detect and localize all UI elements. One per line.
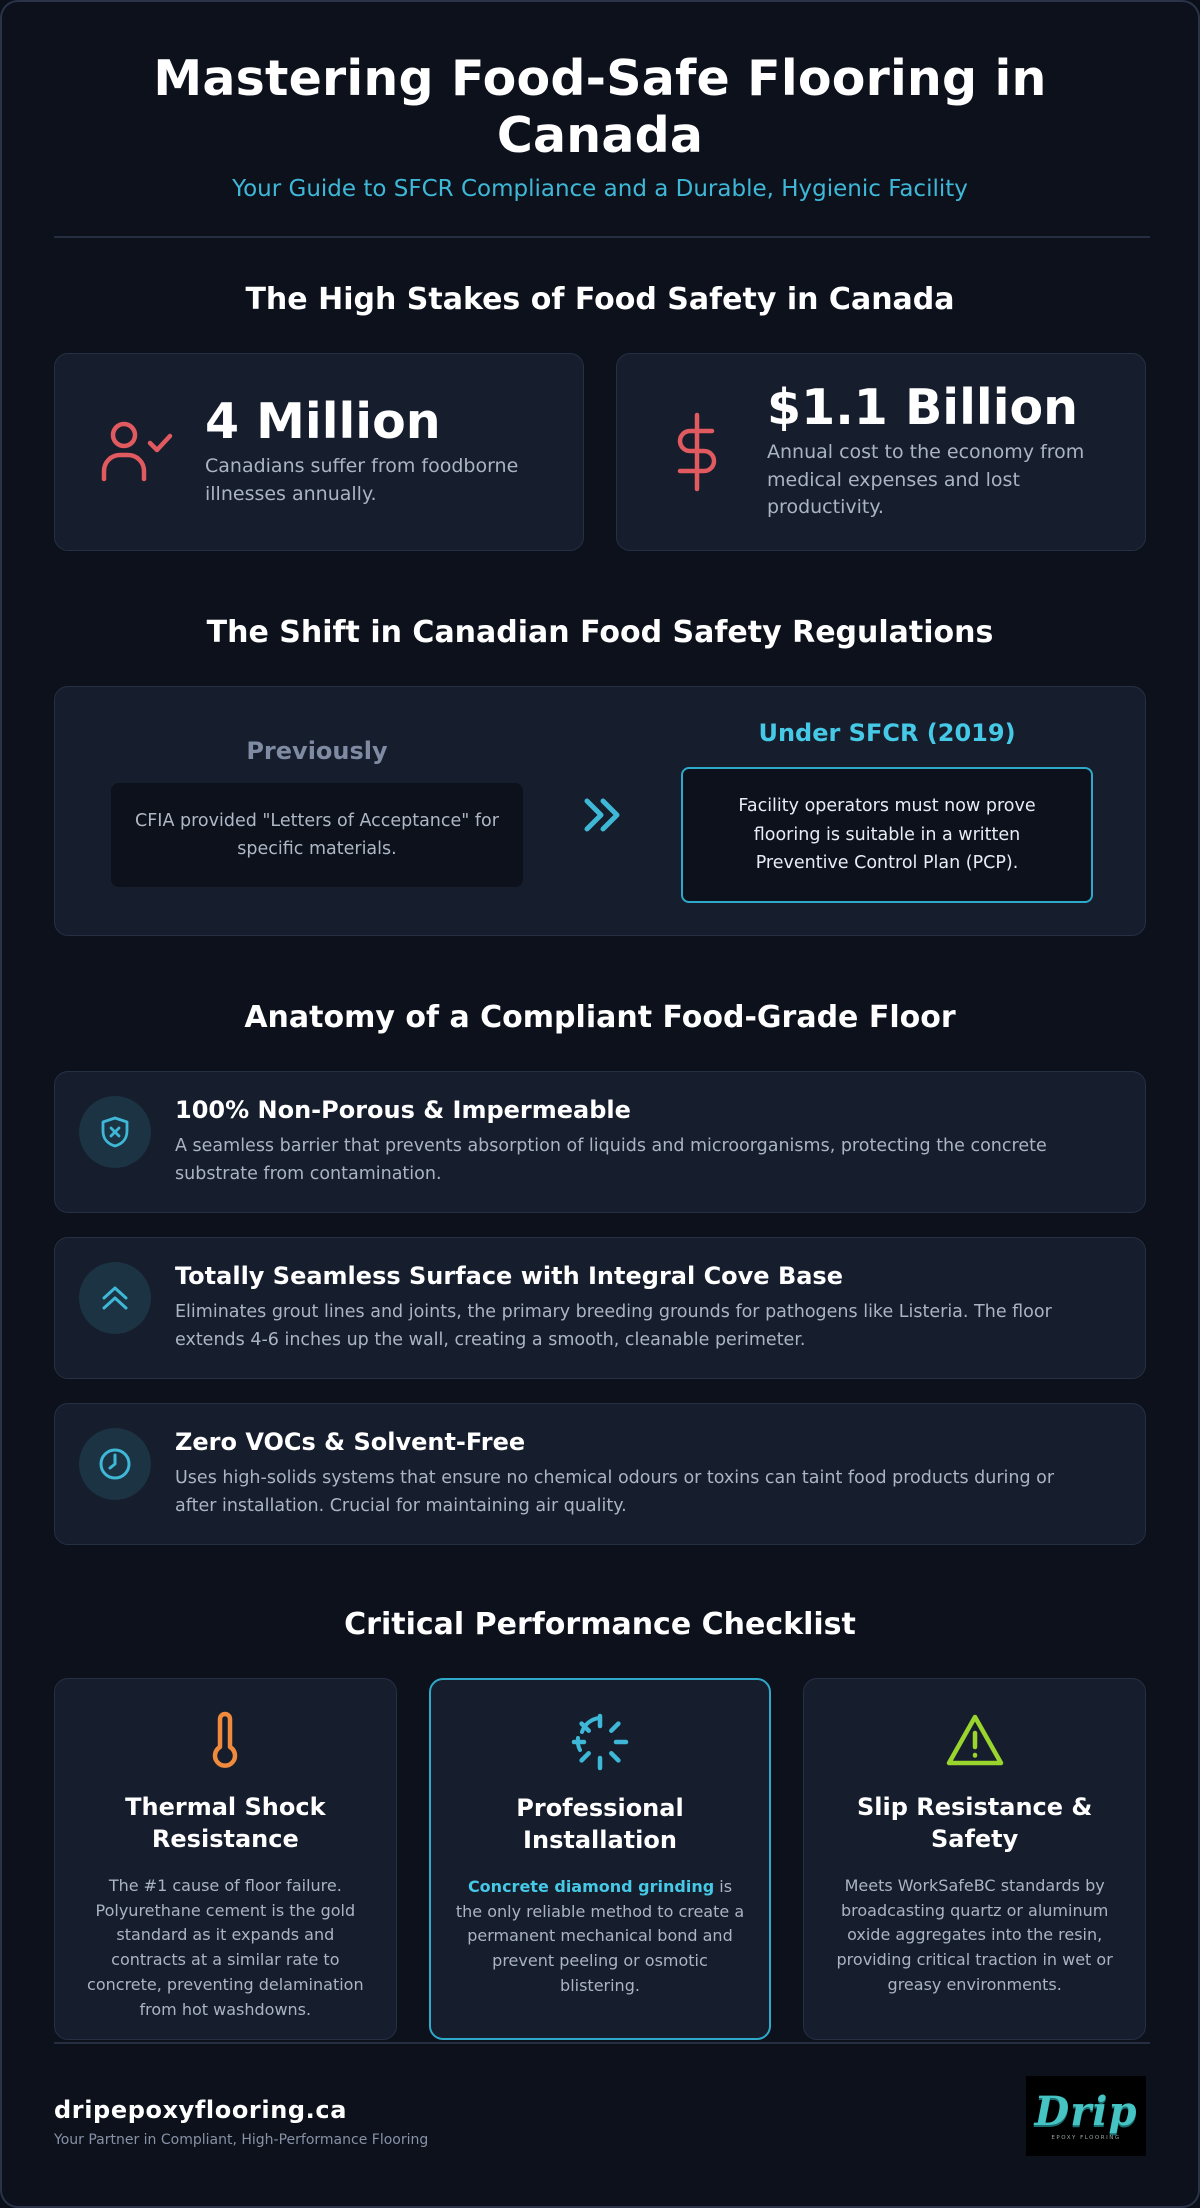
previously-text: CFIA provided "Letters of Acceptance" for specific materials. bbox=[135, 811, 499, 859]
feature-list bbox=[54, 1071, 1146, 1545]
person-check-icon bbox=[87, 404, 183, 500]
check-card-thermal bbox=[54, 1678, 397, 2040]
logo-wordmark: Drip bbox=[1034, 2087, 1138, 2135]
double-chevron-right-icon bbox=[575, 787, 631, 843]
footer-divider bbox=[54, 2042, 1150, 2044]
check-title: Thermal Shock Resistance bbox=[125, 1793, 326, 1854]
header-divider bbox=[54, 236, 1150, 238]
drip-logo bbox=[1026, 2076, 1146, 2156]
stat-description: Annual cost to the economy from medical expenses and lost productivity. bbox=[767, 441, 1085, 519]
feature-title: Totally Seamless Surface with Integral Cove Base bbox=[175, 1262, 843, 1290]
stat-value: $1.1 Billion bbox=[767, 378, 1079, 436]
footer-domain-link[interactable]: dripepoxyflooring.ca bbox=[54, 2096, 348, 2124]
thermometer-icon bbox=[193, 1709, 257, 1773]
feature-description: Eliminates grout lines and joints, the primary breeding grounds for pathogens like Listeria. The floor extends 4-6 inches up the wall, creating a smooth, cleanable perimeter. bbox=[175, 1302, 1052, 1351]
clock-icon bbox=[79, 1428, 151, 1500]
check-description: The #1 cause of floor failure. Polyurethane cement is the gold standard as it expands and contracts at a similar rate to concrete, preventing delamination from hot washdowns. bbox=[87, 1875, 364, 2019]
stat-card-illnesses bbox=[54, 353, 584, 551]
feature-seamless bbox=[54, 1237, 1146, 1379]
sfcr-box bbox=[681, 767, 1093, 903]
check-highlight: Concrete diamond grinding bbox=[467, 1876, 715, 1896]
sfcr-label: Under SFCR (2019) bbox=[758, 719, 1016, 747]
warning-triangle-icon bbox=[943, 1709, 1007, 1773]
stats-row bbox=[54, 353, 1146, 551]
stat-value: 4 Million bbox=[205, 392, 441, 450]
check-description-text: is the only reliable method to create a permanent mechanical bond and prevent peeling or osmotic blistering. bbox=[455, 1876, 745, 1995]
anatomy-title: Anatomy of a Compliant Food-Grade Floor bbox=[244, 1000, 956, 1035]
feature-description: A seamless barrier that prevents absorption of liquids and microorganisms, protecting the concrete substrate from contamination. bbox=[175, 1136, 1047, 1185]
loader-icon bbox=[568, 1710, 632, 1774]
checklist-title: Critical Performance Checklist bbox=[344, 1607, 856, 1642]
stat-card-cost bbox=[616, 353, 1146, 551]
check-card-slip bbox=[803, 1678, 1146, 2040]
stakes-title: The High Stakes of Food Safety in Canada bbox=[245, 282, 955, 317]
page-subtitle: Your Guide to SFCR Compliance and a Durable, Hygienic Facility bbox=[232, 176, 968, 202]
regulation-shift-card bbox=[54, 686, 1146, 936]
previously-box bbox=[111, 783, 523, 887]
check-description bbox=[453, 1875, 748, 1999]
shift-title: The Shift in Canadian Food Safety Regulations bbox=[206, 615, 994, 650]
feature-title: Zero VOCs & Solvent-Free bbox=[175, 1428, 526, 1456]
footer bbox=[54, 2042, 1146, 2162]
check-description: Meets WorkSafeBC standards by broadcasting quartz or aluminum oxide aggregates into the resin, providing critical traction in wet or greasy environments. bbox=[836, 1875, 1113, 1994]
check-title: Professional Installation bbox=[516, 1794, 684, 1855]
previously-label: Previously bbox=[246, 737, 388, 765]
sfcr-text: Facility operators must now prove flooring is suitable in a written Preventive Control Plan (PCP). bbox=[738, 796, 1036, 874]
check-title: Slip Resistance & Safety bbox=[856, 1793, 1093, 1854]
check-card-installation bbox=[429, 1678, 772, 2040]
stat-description: Canadians suffer from foodborne illnesses annually. bbox=[205, 455, 519, 505]
footer-tagline: Your Partner in Compliant, High-Performance Flooring bbox=[54, 2132, 429, 2148]
chevrons-up-icon bbox=[79, 1262, 151, 1334]
feature-zero-voc bbox=[54, 1403, 1146, 1545]
feature-description: Uses high-solids systems that ensure no chemical odours or toxins can taint food products during or after installation. Crucial for maintaining air quality. bbox=[175, 1468, 1055, 1517]
logo-subtext: EPOXY FLOORING bbox=[1051, 2134, 1121, 2141]
dollar-icon bbox=[649, 404, 745, 500]
checklist-row bbox=[54, 1678, 1146, 2040]
page-title: Mastering Food-Safe Flooring in Canada bbox=[153, 50, 1047, 164]
shield-x-icon bbox=[79, 1096, 151, 1168]
feature-non-porous bbox=[54, 1071, 1146, 1213]
feature-title: 100% Non-Porous & Impermeable bbox=[175, 1096, 631, 1124]
